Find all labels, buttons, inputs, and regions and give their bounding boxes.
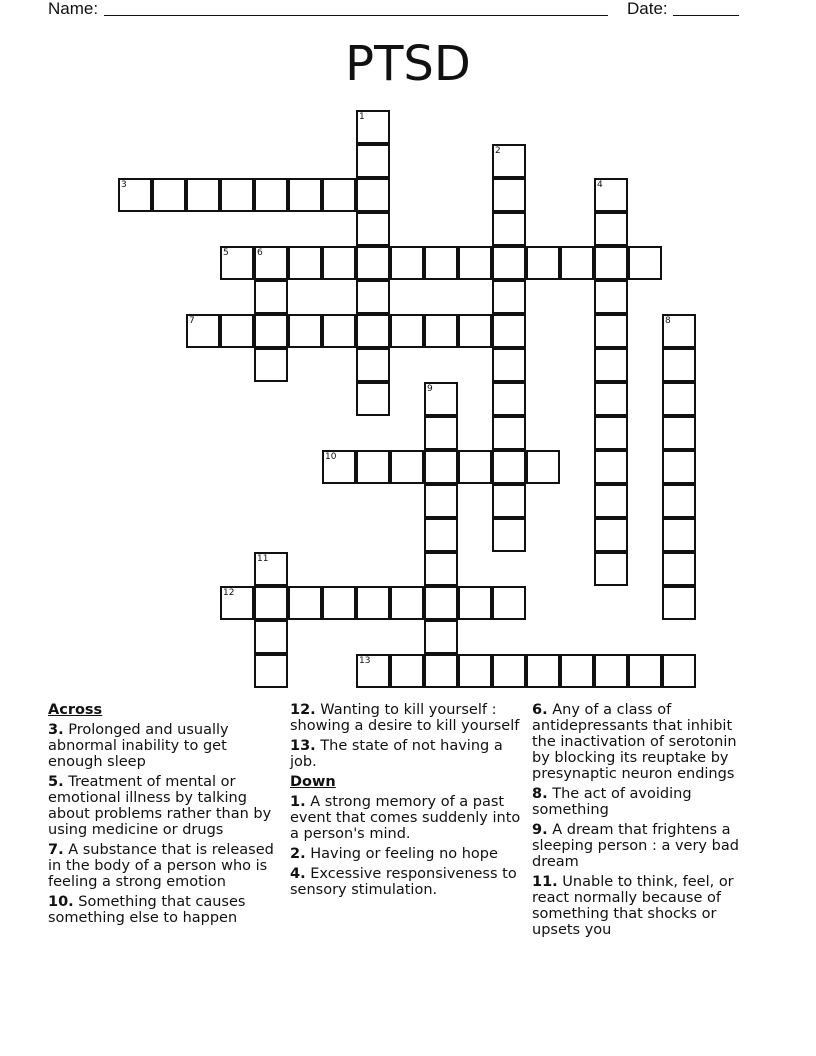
clue-item bbox=[532, 822, 758, 870]
crossword-cell[interactable] bbox=[594, 654, 628, 688]
clue-item bbox=[532, 786, 758, 818]
down-clues-list bbox=[290, 794, 522, 898]
crossword-cell[interactable] bbox=[594, 416, 628, 450]
crossword-cell[interactable] bbox=[424, 552, 458, 586]
clue-number: 9. bbox=[532, 822, 548, 838]
down-heading: Down bbox=[290, 774, 336, 790]
crossword-cell[interactable] bbox=[254, 280, 288, 314]
crossword-cell[interactable] bbox=[254, 178, 288, 212]
clue-text: Something that causes something else to happen bbox=[48, 894, 246, 926]
crossword-cell[interactable] bbox=[458, 654, 492, 688]
crossword-cell[interactable] bbox=[662, 586, 696, 620]
crossword-cell[interactable] bbox=[594, 552, 628, 586]
crossword-cell[interactable] bbox=[662, 416, 696, 450]
clue-text: Prolonged and usually abnormal inability to get enough sleep bbox=[48, 722, 229, 770]
crossword-cell[interactable] bbox=[288, 246, 322, 280]
crossword-cell[interactable] bbox=[390, 450, 424, 484]
clue-number-label: 10 bbox=[325, 452, 337, 462]
crossword-cell[interactable] bbox=[390, 654, 424, 688]
crossword-cell[interactable] bbox=[492, 178, 526, 212]
crossword-cell[interactable] bbox=[390, 246, 424, 280]
crossword-cell[interactable] bbox=[458, 586, 492, 620]
clue-item bbox=[48, 774, 280, 838]
crossword-cell[interactable] bbox=[526, 654, 560, 688]
crossword-cell[interactable] bbox=[594, 518, 628, 552]
clue-number: 11. bbox=[532, 874, 558, 890]
crossword-cell[interactable] bbox=[662, 348, 696, 382]
clue-text: A substance that is released in the body of a person who is feeling a strong emotion bbox=[48, 842, 274, 890]
clue-number: 2. bbox=[290, 846, 306, 862]
crossword-cell[interactable] bbox=[186, 178, 220, 212]
crossword-cell[interactable] bbox=[356, 586, 390, 620]
crossword-cell[interactable] bbox=[356, 144, 390, 178]
crossword-cell[interactable] bbox=[526, 450, 560, 484]
crossword-cell[interactable] bbox=[594, 484, 628, 518]
clue-item bbox=[290, 846, 522, 862]
crossword-cell[interactable] bbox=[662, 654, 696, 688]
clue-number: 8. bbox=[532, 786, 548, 802]
clue-number-label: 11 bbox=[257, 554, 269, 564]
crossword-cell[interactable] bbox=[424, 450, 458, 484]
crossword-cell[interactable] bbox=[356, 246, 390, 280]
crossword-cell[interactable] bbox=[254, 620, 288, 654]
crossword-cell[interactable] bbox=[492, 416, 526, 450]
clue-number-label: 1 bbox=[359, 112, 365, 122]
crossword-cell[interactable] bbox=[288, 178, 322, 212]
crossword-cell[interactable] bbox=[594, 382, 628, 416]
across-clues-list-continued bbox=[290, 702, 522, 770]
crossword-cell[interactable] bbox=[424, 654, 458, 688]
crossword-cell[interactable] bbox=[492, 212, 526, 246]
clue-text: A dream that frightens a sleeping person : a very bad dream bbox=[532, 822, 739, 870]
crossword-cell[interactable] bbox=[424, 246, 458, 280]
crossword-cell[interactable] bbox=[288, 586, 322, 620]
clue-item bbox=[290, 866, 522, 898]
clue-item bbox=[290, 794, 522, 842]
crossword-cell[interactable] bbox=[424, 586, 458, 620]
crossword-cell[interactable] bbox=[254, 314, 288, 348]
crossword-cell[interactable] bbox=[424, 620, 458, 654]
crossword-cell[interactable] bbox=[152, 178, 186, 212]
crossword-cell[interactable] bbox=[492, 280, 526, 314]
clue-number-label: 13 bbox=[359, 656, 371, 666]
clue-number: 1. bbox=[290, 794, 306, 810]
clue-number: 13. bbox=[290, 738, 316, 754]
crossword-cell[interactable] bbox=[628, 246, 662, 280]
crossword-cell[interactable] bbox=[492, 654, 526, 688]
crossword-cell[interactable] bbox=[492, 314, 526, 348]
crossword-cell[interactable] bbox=[662, 484, 696, 518]
crossword-cell[interactable] bbox=[424, 314, 458, 348]
clue-number-label: 7 bbox=[189, 316, 195, 326]
crossword-cell[interactable] bbox=[458, 246, 492, 280]
crossword-cell[interactable] bbox=[560, 246, 594, 280]
crossword-cell[interactable] bbox=[220, 314, 254, 348]
crossword-cell[interactable] bbox=[628, 654, 662, 688]
clue-column-1 bbox=[48, 702, 280, 930]
crossword-cell[interactable] bbox=[492, 484, 526, 518]
crossword-cell[interactable] bbox=[322, 246, 356, 280]
crossword-cell[interactable] bbox=[424, 484, 458, 518]
clue-number: 6. bbox=[532, 702, 548, 718]
crossword-cell[interactable] bbox=[322, 178, 356, 212]
across-clues-list bbox=[48, 722, 280, 926]
crossword-cell[interactable] bbox=[492, 348, 526, 382]
crossword-cell[interactable] bbox=[662, 552, 696, 586]
crossword-cell[interactable] bbox=[492, 586, 526, 620]
page-title: PTSD bbox=[345, 36, 471, 92]
crossword-cell[interactable] bbox=[424, 518, 458, 552]
crossword-cell[interactable] bbox=[424, 416, 458, 450]
clue-number: 5. bbox=[48, 774, 64, 790]
crossword-cell[interactable] bbox=[594, 212, 628, 246]
crossword-cell[interactable] bbox=[356, 280, 390, 314]
clue-item bbox=[48, 722, 280, 770]
clue-number: 7. bbox=[48, 842, 64, 858]
clue-text: The act of avoiding something bbox=[532, 786, 692, 818]
crossword-cell[interactable] bbox=[322, 314, 356, 348]
crossword-cell[interactable] bbox=[356, 348, 390, 382]
clue-number: 10. bbox=[48, 894, 74, 910]
crossword-cell[interactable] bbox=[492, 246, 526, 280]
clue-item bbox=[532, 702, 758, 782]
crossword-cell[interactable] bbox=[356, 178, 390, 212]
crossword-cell[interactable] bbox=[492, 450, 526, 484]
clue-number: 12. bbox=[290, 702, 316, 718]
clue-text: Treatment of mental or emotional illness by talking about problems rather than by using medicine or drugs bbox=[48, 774, 272, 838]
crossword-cell[interactable] bbox=[594, 246, 628, 280]
clue-item bbox=[48, 894, 280, 926]
crossword-cell[interactable] bbox=[356, 382, 390, 416]
crossword-cell[interactable] bbox=[492, 518, 526, 552]
crossword-cell[interactable] bbox=[492, 382, 526, 416]
crossword-cell[interactable] bbox=[662, 518, 696, 552]
clue-number-label: 12 bbox=[223, 588, 235, 598]
clue-number: 4. bbox=[290, 866, 306, 882]
clue-number-label: 6 bbox=[257, 248, 263, 258]
clue-number-label: 4 bbox=[597, 180, 603, 190]
crossword-cell[interactable] bbox=[560, 654, 594, 688]
name-label: Name: bbox=[48, 0, 99, 18]
clue-number-label: 9 bbox=[427, 384, 433, 394]
clue-number: 3. bbox=[48, 722, 64, 738]
crossword-cell[interactable] bbox=[322, 586, 356, 620]
crossword-cell[interactable] bbox=[526, 246, 560, 280]
crossword-cell[interactable] bbox=[594, 314, 628, 348]
clue-number-label: 8 bbox=[665, 316, 671, 326]
clue-column-2 bbox=[290, 702, 522, 902]
clue-number-label: 5 bbox=[223, 248, 229, 258]
date-label: Date: bbox=[627, 0, 668, 18]
across-heading: Across bbox=[48, 702, 103, 718]
clue-text: Excessive responsiveness to sensory stimulation. bbox=[290, 866, 517, 898]
clue-item bbox=[290, 738, 522, 770]
crossword-cell[interactable] bbox=[594, 280, 628, 314]
crossword-cell[interactable] bbox=[288, 314, 322, 348]
crossword-cell[interactable] bbox=[390, 586, 424, 620]
clue-column-3 bbox=[532, 702, 758, 942]
crossword-cell[interactable] bbox=[254, 348, 288, 382]
crossword-cell[interactable] bbox=[254, 654, 288, 688]
crossword-cell[interactable] bbox=[662, 382, 696, 416]
clue-item bbox=[532, 874, 758, 938]
crossword-cell[interactable] bbox=[356, 450, 390, 484]
crossword-cell[interactable] bbox=[594, 348, 628, 382]
crossword-cell[interactable] bbox=[356, 212, 390, 246]
crossword-cell[interactable] bbox=[220, 178, 254, 212]
down-clues-list-continued bbox=[532, 702, 758, 938]
clue-number-label: 3 bbox=[121, 180, 127, 190]
clue-text: Any of a class of antidepressants that inhibit the inactivation of serotonin by blocking its reuptake by presynaptic neuron endings bbox=[532, 702, 737, 782]
clue-text: Having or feeling no hope bbox=[305, 846, 498, 862]
clue-number-label: 2 bbox=[495, 146, 501, 156]
clue-item bbox=[48, 842, 280, 890]
clue-text: A strong memory of a past event that comes suddenly into a person's mind. bbox=[290, 794, 521, 842]
clue-text: Unable to think, feel, or react normally because of something that shocks or upsets you bbox=[532, 874, 734, 938]
crossword-cell[interactable] bbox=[356, 314, 390, 348]
crossword-cell[interactable] bbox=[662, 450, 696, 484]
crossword-cell[interactable] bbox=[594, 450, 628, 484]
clue-text: The state of not having a job. bbox=[290, 738, 503, 770]
crossword-cell[interactable] bbox=[458, 450, 492, 484]
crossword-cell[interactable] bbox=[390, 314, 424, 348]
crossword-cell[interactable] bbox=[458, 314, 492, 348]
clue-text: Wanting to kill yourself : showing a desire to kill yourself bbox=[290, 702, 520, 734]
clue-item bbox=[290, 702, 522, 734]
crossword-cell[interactable] bbox=[254, 586, 288, 620]
